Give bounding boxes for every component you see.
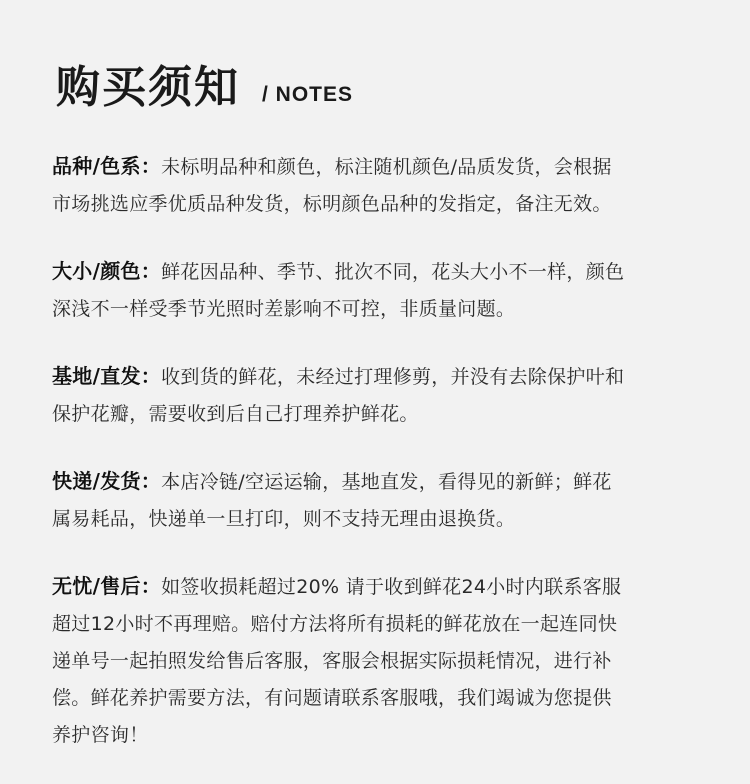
section-delivery [52, 463, 712, 538]
section-text: 本店冷链/空运运输，基地直发，看得见的新鲜；鲜花 [161, 471, 612, 493]
section-line: 养护咨询！ [52, 724, 149, 746]
notes-sections [52, 148, 712, 784]
section-line [52, 358, 712, 396]
section-line: 递单号一起拍照发给售后客服，客服会根据实际损耗情况，进行补 [52, 650, 612, 672]
section-label: 快递/发货： [52, 469, 162, 493]
section-label: 基地/直发： [52, 364, 162, 388]
section-line: 深浅不一样受季节光照时差影响不可控，非质量问题。 [52, 298, 516, 320]
section-label: 品种/色系： [52, 154, 162, 178]
section-line [52, 253, 712, 291]
section-line [52, 148, 712, 186]
page-subtitle: / NOTES [262, 83, 354, 106]
section-size-color [52, 253, 712, 328]
section-line: 保护花瓣，需要收到后自己打理养护鲜花。 [52, 403, 419, 425]
section-after-sales [52, 568, 712, 754]
section-line [52, 568, 712, 606]
section-line [52, 463, 712, 501]
header [56, 62, 353, 114]
section-line: 属易耗品，快递单一旦打印，则不支持无理由退换货。 [52, 508, 516, 530]
page-title: 购买须知 [56, 62, 240, 113]
section-variety-color [52, 148, 712, 223]
section-label: 无忧/售后： [52, 574, 162, 598]
section-line: 超过12小时不再理赔。赔付方法将所有损耗的鲜花放在一起连同快 [52, 613, 618, 635]
section-base-shipping [52, 358, 712, 433]
section-line: 市场挑选应季优质品种发货，标明颜色品种的发指定，备注无效。 [52, 193, 612, 215]
section-label: 大小/颜色： [52, 259, 162, 283]
section-text: 收到货的鲜花，未经过打理修剪，并没有去除保护叶和 [161, 366, 625, 388]
section-text: 如签收损耗超过20% 请于收到鲜花24小时内联系客服 [161, 576, 622, 598]
section-text: 鲜花因品种、季节、批次不同，花头大小不一样，颜色 [161, 261, 625, 283]
section-line: 偿。鲜花养护需要方法，有问题请联系客服哦，我们竭诚为您提供 [52, 687, 612, 709]
section-text: 未标明品种和颜色，标注随机颜色/品质发货，会根据 [161, 156, 612, 178]
